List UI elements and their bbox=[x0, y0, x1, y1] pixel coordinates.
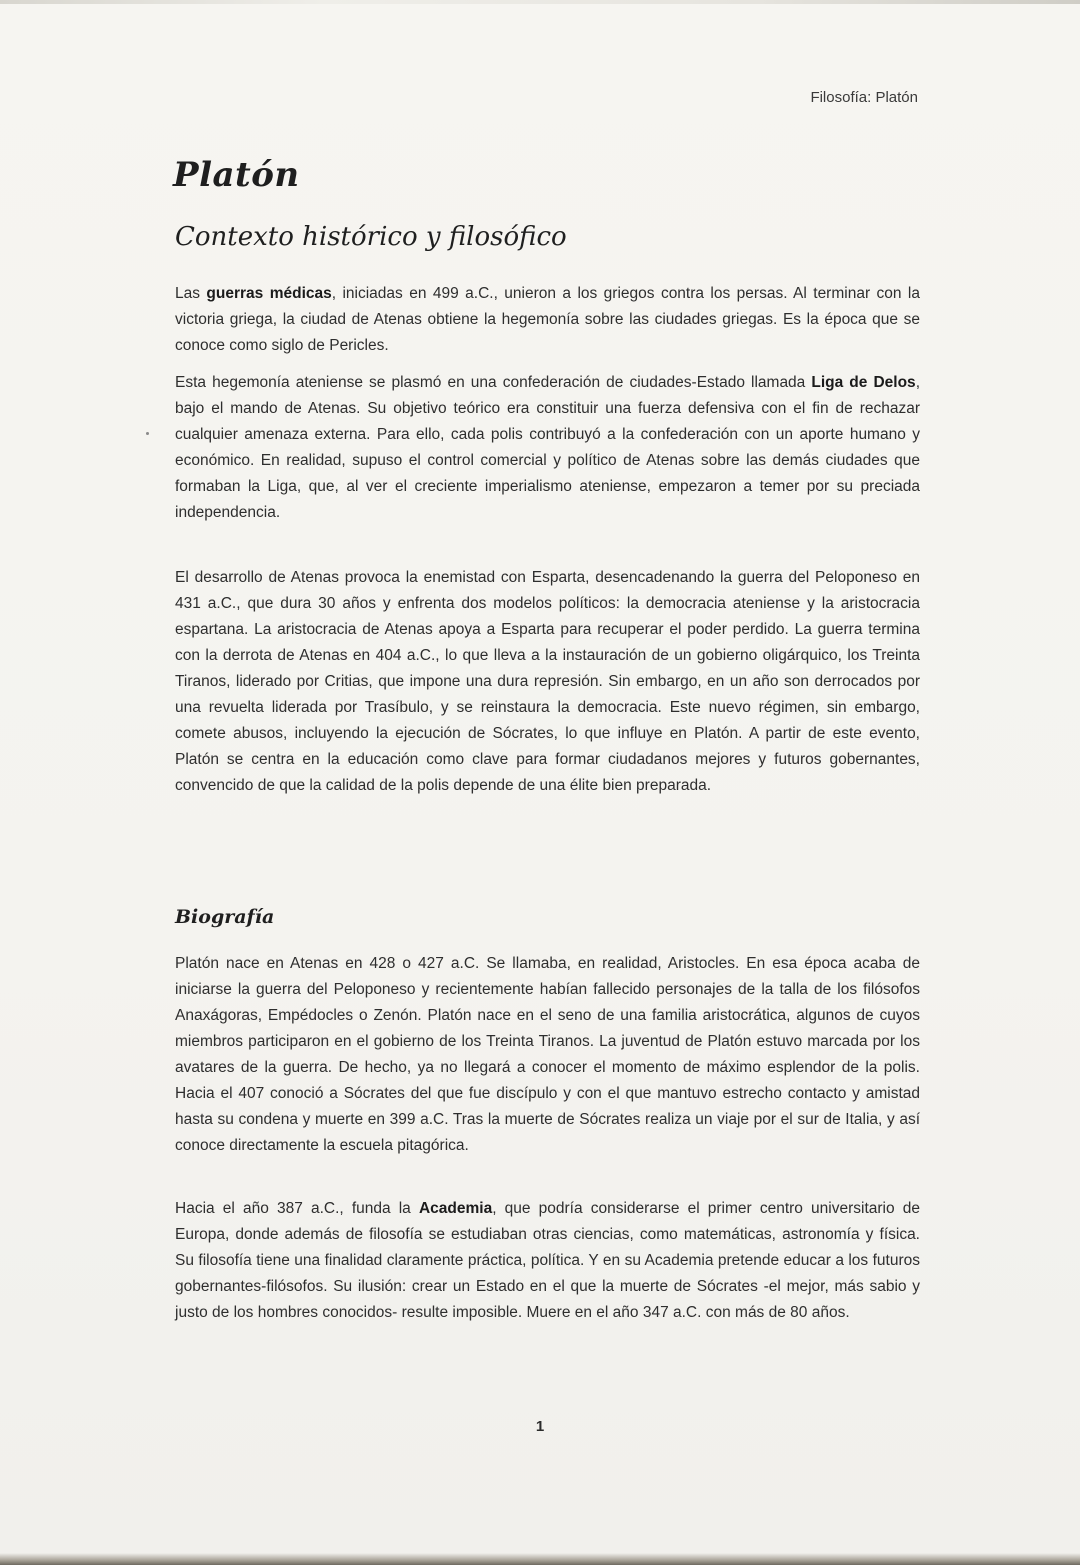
paragraph-peloponeso: El desarrollo de Atenas provoca la enemistad con Esparta, desencadenando la guerra del Peloponeso en 431 a.C., que dura 30 años y enfrenta dos modelos políticos: la democracia ateniense y la aristocracia espartana. La aristocracia de Atenas apoya a Esparta para recuperar el poder perdido. La guerra termina con la derrota de Atenas en 404 a.C., lo que lleva a la instauración de un gobierno oligárquico, los Treinta Tiranos, liderado por Critias, que impone una dura represión. Sin embargo, en un año son derrocados por una revuelta liderada por Trasíbulo, y se reinstaura la democracia. Este nuevo régimen, sin embargo, comete abusos, incluyendo la ejecución de Sócrates, lo que influye en Platón. A partir de este evento, Platón se centra en la educación como clave para formar ciudadanos mejores y futuros gobernantes, convencido de que la calidad de la polis depende de una élite bien preparada. bbox=[175, 569, 920, 794]
text-run: Las bbox=[175, 285, 207, 302]
bold-term-guerras-medicas: guerras médicas bbox=[206, 285, 332, 302]
paragraph-biografia: Platón nace en Atenas en 428 o 427 a.C. Se llamaba, en realidad, Aristocles. En esa época acaba de iniciarse la guerra del Peloponeso y recientemente habían fallecido personajes de la talla de los filósofos Anaxágoras, Empédocles o Zenón. Platón nace en el seno de una familia aristocrática, algunos de cuyos miembros participaron en el gobierno de los Treinta Tiranos. La juventud de Platón estuvo marcada por los avatares de la guerra. De hecho, ya no llegará a conocer el momento de máximo esplendor de la polis. Hacia el 407 conoció a Sócrates del que fue discípulo y con el que mantuvo estrecho contacto y amistad hasta su condena y muerte en 399 a.C. Tras la muerte de Sócrates realiza un viaje por el sur de Italia, y así conoce directamente la escuela pitagórica. bbox=[175, 955, 920, 1154]
bold-term-liga-de-delos: Liga de Delos bbox=[811, 374, 916, 391]
text-run: , iniciadas en 499 a.C., unieron a los griegos contra los persas. Al terminar con la victoria griega, la ciudad de Atenas obtiene la hegemonía sobre las ciudades griegas. Es la época que se conoce como siglo de Pericles. bbox=[175, 285, 920, 354]
paper-top-edge bbox=[0, 0, 1080, 4]
text-run: , que podría considerarse el primer centro universitario de Europa, donde además de filosofía se estudiaban otras ciencias, como matemáticas, astronomía y física. Su filosofía tiene una finalidad claramente práctica, política. Y en su Academia pretende educar a los futuros gobernantes-filósofos. Su ilusión: crear un Estado en el que la muerte de Sócrates -el mejor, más sabio y justo de los hombres conocidos- resulte imposible. Muere en el año 347 a.C. con más de 80 años. bbox=[175, 1200, 920, 1321]
bold-term-academia: Academia bbox=[418, 1200, 493, 1217]
page-number: 1 bbox=[535, 1418, 545, 1435]
paragraph-guerras-medicas bbox=[175, 281, 920, 359]
text-run: Hacia el año 387 a.C., funda la bbox=[175, 1200, 419, 1217]
section-heading-context: Contexto histórico y filosófico bbox=[175, 222, 567, 252]
section-heading-biografia: Biografía bbox=[175, 906, 275, 928]
text-run: Esta hegemonía ateniense se plasmó en una confederación de ciudades-Estado llamada bbox=[175, 374, 812, 391]
paragraph-academia bbox=[175, 1196, 920, 1326]
paper-bottom-edge bbox=[0, 1553, 1080, 1565]
page-title: Platón bbox=[173, 155, 300, 195]
text-run: , bajo el mando de Atenas. Su objetivo teórico era constituir una fuerza defensiva con el fin de rechazar cualquier amenaza externa. Para ello, cada polis contribuyó a la confederación con un aporte humano y económico. En realidad, supuso el control comercial y político de Atenas sobre las demás ciudades que formaban la Liga, que, al ver el creciente imperialismo ateniense, empezaron a temer por su preciada independencia. bbox=[175, 374, 920, 521]
margin-dot bbox=[146, 432, 149, 435]
running-header: Filosofía: Platón bbox=[810, 89, 918, 106]
paragraph-liga-de-delos bbox=[175, 370, 920, 526]
